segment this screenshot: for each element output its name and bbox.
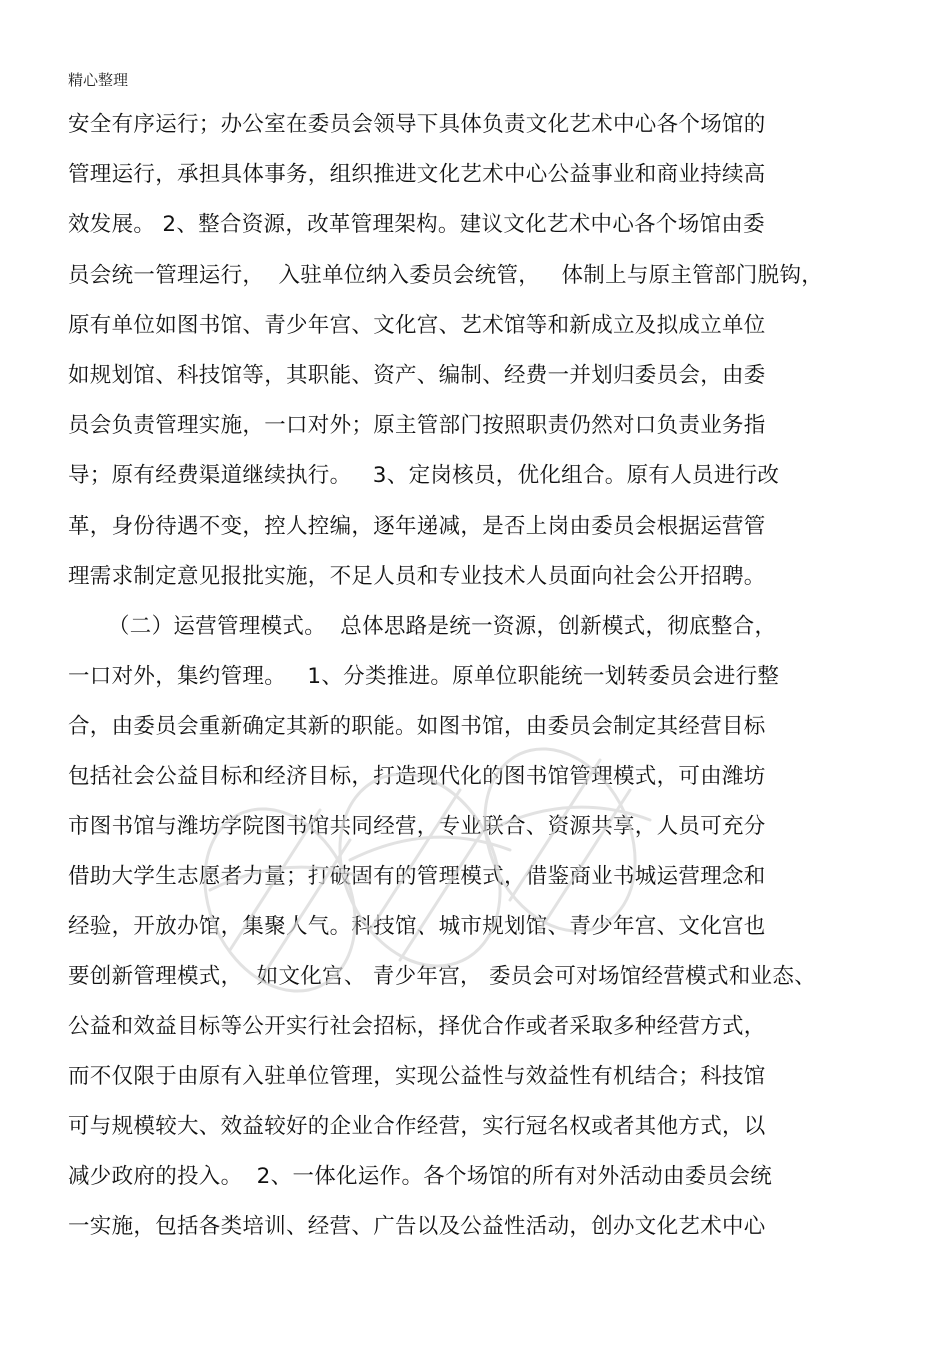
section-heading-line: （二）运营管理模式。 总体思路是统一资源，创新模式，彻底整合， <box>108 614 777 639</box>
text-line: 一口对外，集约管理。 1、分类推进。原单位职能统一划转委员会进行整 <box>68 664 780 689</box>
text-line: 借助大学生志愿者力量；打破固有的管理模式，借鉴商业书城运营理念和 <box>68 864 766 889</box>
text-line: 管理运行，承担具体事务，组织推进文化艺术中心公益事业和商业持续高 <box>68 162 766 187</box>
text-line: 导；原有经费渠道继续执行。 3、定岗核员，优化组合。原有人员进行改 <box>68 463 780 488</box>
text-line: 革，身份待遇不变，控人控编，逐年递减，是否上岗由委员会根据运营管 <box>68 514 766 539</box>
text-line: 员会负责管理实施，一口对外；原主管部门按照职责仍然对口负责业务指 <box>68 413 766 438</box>
page-header-label: 精心整理 <box>68 71 129 89</box>
text-line: 而不仅限于由原有入驻单位管理，实现公益性与效益性有机结合；科技馆 <box>68 1064 766 1089</box>
text-line: 如规划馆、科技馆等，其职能、资产、编制、经费一并划归委员会，由委 <box>68 363 766 388</box>
text-line: 原有单位如图书馆、青少年宫、文化宫、艺术馆等和新成立及拟成立单位 <box>68 313 766 338</box>
text-line: 公益和效益目标等公开实行社会招标，择优合作或者采取多种经营方式， <box>68 1014 766 1039</box>
text-line: 员会统一管理运行， 入驻单位纳入委员会统管， 体制上与原主管部门脱钩， <box>68 263 824 288</box>
text-line: 经验，开放办馆，集聚人气。科技馆、城市规划馆、青少年宫、文化宫也 <box>68 914 766 939</box>
text-line: 市图书馆与潍坊学院图书馆共同经营，专业联合、资源共享，人员可充分 <box>68 814 766 839</box>
text-line: 理需求制定意见报批实施，不足人员和专业技术人员面向社会公开招聘。 <box>68 564 766 589</box>
text-line: 可与规模较大、效益较好的企业合作经营，实行冠名权或者其他方式，以 <box>68 1114 766 1139</box>
text-line: 包括社会公益目标和经济目标，打造现代化的图书馆管理模式，可由潍坊 <box>68 764 766 789</box>
text-line: 合，由委员会重新确定其新的职能。如图书馆，由委员会制定其经营目标 <box>68 714 766 739</box>
text-line: 效发展。 2、整合资源，改革管理架构。建议文化艺术中心各个场馆由委 <box>68 212 765 237</box>
text-line: 减少政府的投入。 2、一体化运作。各个场馆的所有对外活动由委员会统 <box>68 1164 773 1189</box>
text-line: 要创新管理模式， 如文化宫、 青少年宫， 委员会可对场馆经营模式和业态、 <box>68 964 816 989</box>
text-line: 一实施，包括各类培训、经营、广告以及公益性活动，创办文化艺术中心 <box>68 1214 766 1239</box>
text-line: 安全有序运行；办公室在委员会领导下具体负责文化艺术中心各个场馆的 <box>68 112 766 137</box>
